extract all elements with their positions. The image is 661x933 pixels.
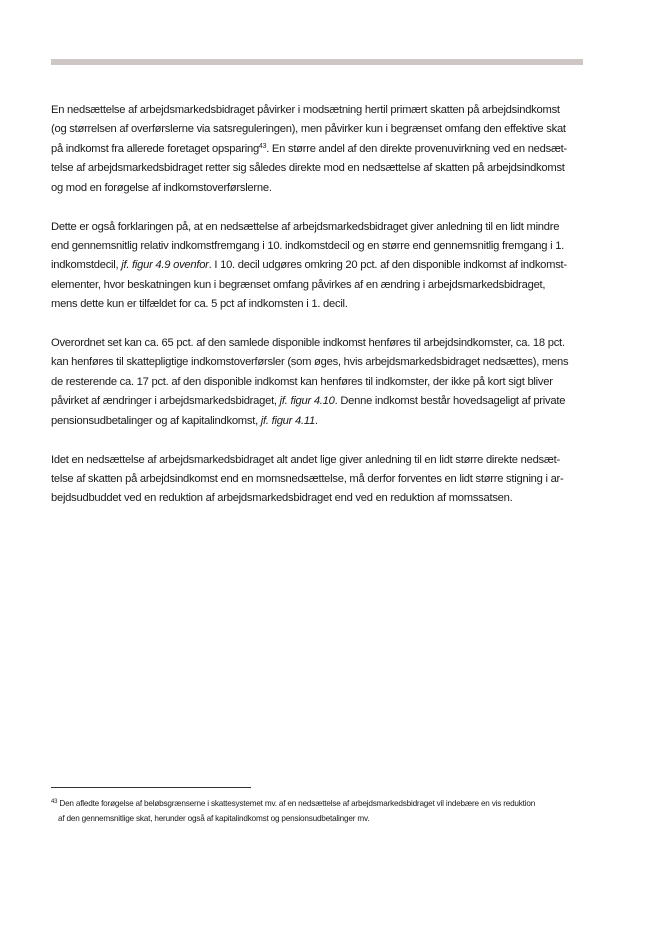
text-line: (og størrelsen af overførslerne via satsreguleringen), men påvirker kun i begrænset omfang den effektive skat xyxy=(51,123,566,136)
text-segment: på indkomst fra allerede foretaget opsparing xyxy=(51,142,259,155)
text-segment: . xyxy=(314,414,318,427)
body-text xyxy=(51,101,586,528)
text-line xyxy=(51,412,586,431)
text-line: elementer, hvor beskatningen kun i begrænset omfang påvirkes af en ændring i arbejdsmarkedsbidraget, xyxy=(51,278,546,291)
text-line: de resterende ca. 17 pct. af den disponible indkomst kan henføres til indkomster, der ikke på kort sigt bliver xyxy=(51,375,553,388)
text-segment: . I 10. decil udgøres omkring 20 pct. af den disponible indkomst af indkomst- xyxy=(208,259,567,272)
text-segment: . Denne indkomst består hovedsageligt af private xyxy=(334,395,566,408)
paragraph-3 xyxy=(51,334,586,431)
text-line: telse af skatten på arbejdsindkomst end en momsnedsættelse, må derfor forventes en lidt større stigning i ar- xyxy=(51,473,564,485)
footnote-separator xyxy=(51,787,251,788)
text-line: og mod en forøgelse af indkomstoverførslerne. xyxy=(51,181,272,194)
figure-reference: jf. figur 4.9 ovenfor xyxy=(121,259,209,272)
figure-reference: jf. figur 4.11 xyxy=(260,414,315,427)
text-line: Dette er også forklaringen på, at en nedsættelse af arbejdsmarkedsbidraget giver anledning til en lidt mindre xyxy=(51,220,560,233)
footnote-reference[interactable]: 43 xyxy=(258,142,267,150)
text-line xyxy=(51,256,586,275)
text-line: end gennemsnitlig relativ indkomstfremgang i 10. indkomstdecil og en større end gennemsnitlig fremgang i 1. xyxy=(51,239,565,252)
header-rule xyxy=(51,59,583,65)
paragraph-1 xyxy=(51,101,586,198)
text-line: Idet en nedsættelse af arbejdsmarkedsbidraget alt andet lige giver anledning til en lidt større direkte nedsæt- xyxy=(51,453,560,466)
text-segment: pensionsudbetalinger og af kapitalindkomst, xyxy=(51,414,261,427)
text-line xyxy=(51,392,586,411)
text-line: kan henføres til skattepligtige indkomstoverførsler (som øges, hvis arbejdsmarkedsbidraget nedsættes), mens xyxy=(51,356,569,369)
text-line: En nedsættelse af arbejdsmarkedsbidraget påvirker i modsætning hertil primært skatten på arbejdsindkomst xyxy=(51,104,560,116)
paragraph-2 xyxy=(51,218,586,315)
text-line: bejdsudbuddet ved en reduktion af arbejdsmarkedsbidraget end ved en reduktion af momssatsen. xyxy=(51,492,513,505)
footnote xyxy=(51,797,591,826)
footnote-text: Den afledte forøgelse af beløbsgrænserne i skattesystemet mv. af en nedsættelse af arbejdsmarkedsbidraget vil indebære en vis reduktion xyxy=(59,799,536,808)
figure-reference: jf. figur 4.10 xyxy=(279,395,335,408)
text-segment: indkomstdecil, xyxy=(51,259,122,272)
footnote-line: af den gennemsnitlige skat, herunder også af kapitalindkomst og pensionsudbetalinger mv. xyxy=(58,813,370,823)
text-line: mens dette kun er tilfældet for ca. 5 pct af indkomsten i 1. decil. xyxy=(51,298,348,311)
footnote-line xyxy=(51,797,591,812)
text-line: telse af arbejdsmarkedsbidraget retter sig således direkte mod en nedsættelse af skatten på arbejdsindkomst xyxy=(51,162,565,175)
text-segment: . En større andel af den direkte provenuvirkning ved en nedsæt- xyxy=(266,142,568,155)
paragraph-4 xyxy=(51,451,586,509)
footnote-number: 43 xyxy=(51,799,58,805)
text-segment: påvirket af ændringer i arbejdsmarkedsbidraget, xyxy=(51,395,280,408)
text-line: Overordnet set kan ca. 65 pct. af den samlede disponible indkomst henføres til arbejdsindkomster, ca. 18 pct. xyxy=(51,337,565,350)
text-line xyxy=(51,140,586,159)
